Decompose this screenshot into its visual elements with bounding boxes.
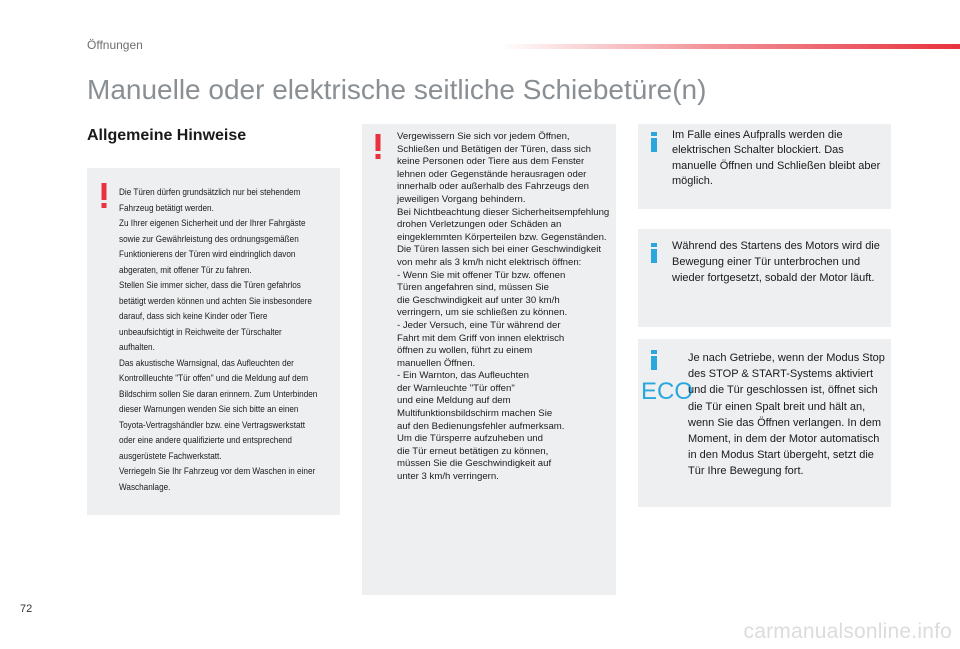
eco-label: ECO <box>641 378 694 405</box>
section-label: Öffnungen <box>87 38 143 52</box>
warning-text-general: Die Türen dürfen grundsätzlich nur bei stehendem Fahrzeug betätigt werden. Zu Ihrer eigenen Sicherheit und der Ihrer Fahrgäste sowie zur Gewährleistung des ordnungsgemäßen Funktionierens der Türen wird eindringlich davon abgeraten, mit offener Tür zu fahren. Stellen Sie immer sicher, dass die Türen gefahrlos betätigt werden können und achten Sie insbesondere darauf, dass sich keine Kinder oder Tiere unbeaufsichtigt in Reichweite der Türschalter aufhalten. Das akustische Warnsignal, das Aufleuchten der Kontrollleuchte "Tür offen" und die Meldung auf dem Bildschirm sollen Sie daran erinnern. Zum Unterbinden dieser Warnungen wenden Sie sich bitte an einen Toyota-Vertragshändler bzw. eine Vertragswerkstatt oder eine andere qualifizierte und entsprechend ausgerüstete Fachwerkstatt. Verriegeln Sie Ihr Fahrzeug vor dem Waschen in einer Waschanlage. <box>119 187 318 492</box>
info-text-stop-start: Je nach Getriebe, wenn der Modus Stop des STOP & START-Systems aktiviert und die Tür geschlossen ist, öffnet sich die Tür einen Spalt breit und hält an, wenn Sie das Öffnen verlangen. In dem Moment, in dem der Motor automatisch in den Modus Start übergeht, setzt die Tür Ihre Bewegung fort. <box>688 352 885 478</box>
warning-icon <box>373 134 383 160</box>
warning-box-general <box>87 168 340 515</box>
info-box-stop-start <box>638 339 891 507</box>
info-icon <box>650 243 658 263</box>
info-box-crash <box>638 124 891 209</box>
eco-icon <box>641 378 694 405</box>
info-text-crash: Im Falle eines Aufpralls werden die elektrischen Schalter blockiert. Das manuelle Öffnen und Schließen bleibt aber möglich. <box>672 129 881 188</box>
info-text-engine-start: Während des Startens des Motors wird die Bewegung einer Tür unterbrochen und wieder fortgesetzt, sobald der Motor läuft. <box>672 240 880 285</box>
page-title: Manuelle oder elektrische seitliche Schiebetüre(n) <box>87 74 707 105</box>
page-number: 72 <box>20 603 33 615</box>
watermark: carmanualsonline.info <box>743 620 952 643</box>
info-box-engine-start <box>638 229 891 327</box>
warning-icon <box>99 183 109 209</box>
sub-heading: Allgemeine Hinweise <box>87 127 247 144</box>
header-accent-bar <box>500 44 960 49</box>
warning-text-safety: Vergewissern Sie sich vor jedem Öffnen, Schließen und Betätigen der Türen, dass sich keine Personen oder Tiere aus dem Fenster lehnen oder Gegenstände herausragen oder innerhalb oder außerhalb des Fahrzeugs den jeweiligen Vorgang behindern. Bei Nichtbeachtung dieser Sicherheitsempfehlung drohen Verletzungen oder Schäden an eingeklemmten Körperteilen bzw. Gegenständen. Die Türen lassen sich bei einer Geschwindigkeit von mehr als 3 km/h nicht elektrisch öffnen: - Wenn Sie mit offener Tür bzw. offenen Türen angefahren sind, müssen Sie die Geschwindigkeit auf unter 30 km/h verringern, um sie schließen zu können. - Jeder Versuch, eine Tür während der Fahrt mit dem Griff von innen elektrisch öffnen zu wollen, führt zu einem manuellen Öffnen. - Ein Warnton, das Aufleuchten der Warnleuchte "Tür offen" und eine Meldung auf dem Multifunktionsbildschirm machen Sie auf den Bedienungsfehler aufmerksam. Um die Türsperre aufzuheben und die Tür erneut betätigen zu können, müssen Sie die Geschwindigkeit auf unter 3 km/h verringern. <box>397 131 610 483</box>
warning-box-safety <box>362 124 616 595</box>
info-icon <box>650 350 658 370</box>
info-icon <box>650 132 658 152</box>
